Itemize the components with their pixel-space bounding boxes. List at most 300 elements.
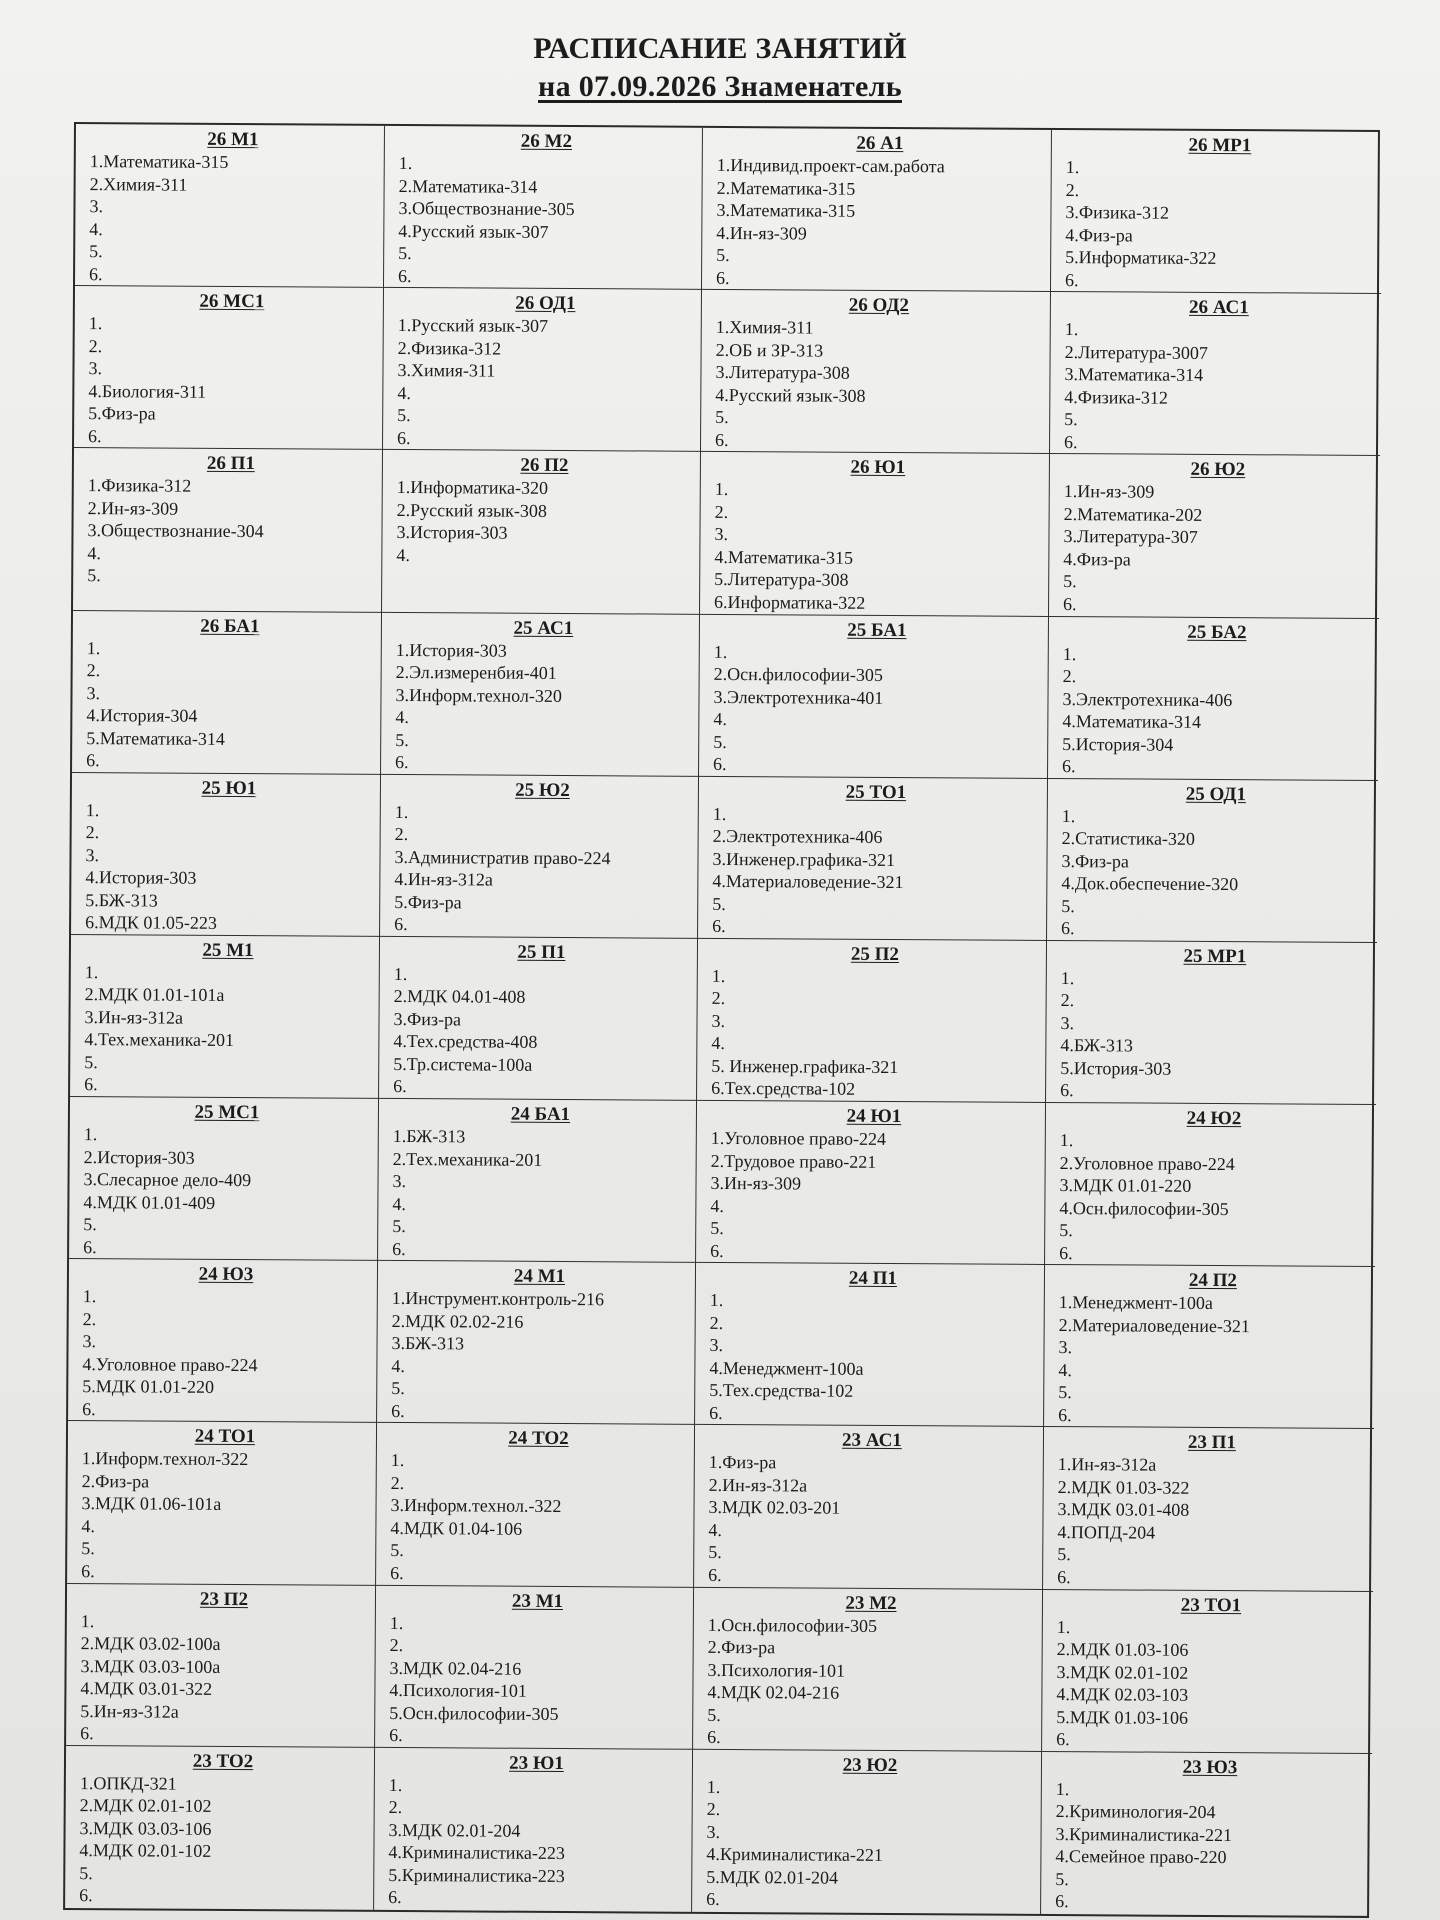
lesson-item: 5. <box>1059 1220 1073 1241</box>
lesson-item: 3.Физ-ра <box>1061 850 1130 872</box>
group-name: 23 Ю3 <box>1182 1756 1238 1778</box>
lesson-item: 2.Эл.измеренбия-401 <box>395 662 557 683</box>
lesson-item: 6. <box>713 753 727 775</box>
group-cell <box>1045 1103 1376 1267</box>
group-cell <box>1043 1427 1374 1591</box>
lesson-item: 4. <box>392 1193 406 1214</box>
lesson-item: 5.История-303 <box>1060 1057 1172 1079</box>
lesson-list <box>715 316 1042 453</box>
lesson-item: 5. <box>716 244 730 266</box>
lesson-item: 2.ОБ и ЗР-313 <box>715 339 824 361</box>
schedule-table <box>63 122 1380 1918</box>
group-name: 24 Ю2 <box>1186 1107 1242 1130</box>
lesson-item: 1.Ин-яз-312а <box>1057 1454 1157 1476</box>
lesson-item: 1. <box>388 1774 403 1795</box>
group-name: 25 ОД1 <box>1185 783 1247 805</box>
lesson-item: 2. <box>711 988 726 1009</box>
group-name: 23 Ю2 <box>842 1754 898 1776</box>
lesson-item: 5. <box>392 1216 406 1237</box>
lesson-list <box>1061 805 1370 942</box>
lesson-item: 4.Биология-311 <box>88 380 207 402</box>
lesson-item: 6. <box>1059 1242 1073 1263</box>
lesson-item: 3. <box>709 1335 724 1356</box>
group-name: 24 П1 <box>848 1268 898 1290</box>
lesson-item: 1. <box>398 152 413 174</box>
lesson-item: 5. <box>398 242 412 264</box>
lesson-list <box>389 1612 685 1749</box>
lesson-item: 5. Инженер.графика-321 <box>711 1055 899 1077</box>
lesson-list <box>1063 480 1372 617</box>
lesson-item: 3.Физика-312 <box>1065 202 1170 223</box>
lesson-item: 6. <box>395 752 409 773</box>
lesson-list <box>1056 1616 1365 1753</box>
lesson-list <box>397 314 693 451</box>
group-cell <box>701 290 1051 454</box>
group-cell <box>1046 941 1377 1105</box>
lesson-list <box>79 1772 366 1909</box>
group-cell <box>1047 779 1378 943</box>
lesson-list <box>1058 1291 1367 1428</box>
lesson-item: 1.ОПКД-321 <box>79 1772 177 1794</box>
lesson-item: 6. <box>84 1074 98 1095</box>
lesson-item: 3.Административ право-224 <box>394 846 611 869</box>
lesson-item: 1. <box>390 1450 405 1471</box>
lesson-item: 2.МДК 01.03-322 <box>1057 1476 1190 1498</box>
lesson-item: 5. <box>397 405 411 426</box>
lesson-item: 6. <box>397 427 411 448</box>
lesson-item: 3.Психология-101 <box>707 1659 846 1681</box>
lesson-list <box>89 150 376 287</box>
lesson-item: 2. <box>1065 179 1080 200</box>
lesson-item: 1.Математика-315 <box>89 151 229 172</box>
lesson-item: 3.МДК 02.03-201 <box>708 1497 841 1519</box>
lesson-item: 2. <box>394 824 409 845</box>
lesson-item: 6. <box>716 267 730 288</box>
lesson-item: 2.Физ-ра <box>81 1471 150 1492</box>
lesson-item: 3.Информ.технол.-322 <box>390 1495 562 1517</box>
lesson-list <box>388 1774 684 1911</box>
lesson-list <box>1064 318 1373 455</box>
lesson-item: 4. <box>89 218 103 239</box>
lesson-item: 1.Менеджмент-100а <box>1058 1292 1213 1314</box>
lesson-item: 5. <box>83 1214 97 1235</box>
lesson-item: 3.Ин-яз-312а <box>84 1006 184 1028</box>
lesson-item: 4.МДК 01.01-409 <box>83 1191 216 1213</box>
lesson-item: 1. <box>394 801 409 822</box>
lesson-item: 4.МДК 01.04-106 <box>390 1517 523 1539</box>
lesson-item: 4.Семейное право-220 <box>1055 1846 1227 1868</box>
lesson-item: 4.Русский язык-307 <box>398 220 549 242</box>
lesson-item: 5. <box>1064 409 1078 430</box>
lesson-item: 2. <box>388 1797 403 1818</box>
group-cell <box>1051 130 1382 294</box>
lesson-list <box>1055 1778 1364 1915</box>
lesson-item: 2. <box>706 1799 721 1820</box>
lesson-item: 2.МДК 02.01-102 <box>79 1795 212 1817</box>
lesson-item: 3.БЖ-313 <box>391 1333 465 1354</box>
lesson-item: 6. <box>1058 1404 1072 1425</box>
lesson-item: 4.Криминалистика-221 <box>706 1844 884 1866</box>
group-name: 26 ОД1 <box>515 292 576 315</box>
lesson-item: 1. <box>389 1612 404 1633</box>
lesson-item: 5.Физ-ра <box>88 403 156 424</box>
lesson-item: 1. <box>1061 805 1076 826</box>
lesson-item: 2. <box>88 335 103 356</box>
lesson-item: 6. <box>393 1076 407 1097</box>
lesson-item: 4.Криминалистика-223 <box>388 1842 566 1864</box>
lesson-list <box>390 1449 686 1586</box>
lesson-item: 6. <box>86 750 100 771</box>
lesson-item: 2.Математика-315 <box>716 177 856 199</box>
lesson-list <box>1059 1129 1368 1266</box>
group-name: 25 П2 <box>850 943 900 965</box>
group-name: 25 МС1 <box>194 1101 260 1124</box>
lesson-item: 5. <box>395 729 409 750</box>
lesson-item: 3.Математика-315 <box>716 199 856 221</box>
group-name: 23 ТО2 <box>192 1750 254 1772</box>
group-cell <box>69 1097 379 1261</box>
group-cell <box>65 1746 375 1910</box>
lesson-item: 1.Ин-яз-309 <box>1063 481 1155 502</box>
lesson-item: 6. <box>394 914 408 935</box>
lesson-item: 5. <box>391 1378 405 1399</box>
lesson-item: 5. <box>1055 1868 1069 1889</box>
lesson-item: 3. <box>82 1331 97 1352</box>
group-name: 23 М2 <box>845 1592 897 1614</box>
lesson-item: 6. <box>1056 1729 1070 1750</box>
lesson-item: 3. <box>89 196 104 217</box>
lesson-item: 4.МДК 02.04-216 <box>707 1682 840 1703</box>
lesson-item: 1. <box>83 1124 98 1145</box>
lesson-list <box>714 478 1041 615</box>
lesson-item: 3.Химия-311 <box>397 360 496 381</box>
group-name: 24 Ю3 <box>198 1264 254 1286</box>
group-name: 25 МР1 <box>1183 945 1247 968</box>
lesson-list <box>391 1287 687 1424</box>
lesson-item: 1. <box>393 963 408 984</box>
lesson-item: 6. <box>1064 431 1078 452</box>
lesson-item: 2. <box>86 660 101 681</box>
lesson-item: 2.Русский язык-308 <box>396 499 547 521</box>
lesson-item: 3.Криминалистика-221 <box>1055 1823 1233 1845</box>
lesson-item: 2.МДК 01.03-106 <box>1056 1639 1189 1660</box>
group-name: 25 АС1 <box>513 617 574 639</box>
lesson-item: 1. <box>709 1290 724 1311</box>
lesson-item: 3.Инженер.графика-321 <box>712 848 896 870</box>
lesson-item: 3.Литература-308 <box>715 362 850 383</box>
lesson-item: 6. <box>398 265 412 286</box>
lesson-item: 5. <box>713 731 727 752</box>
lesson-list <box>1065 156 1374 293</box>
lesson-item: 3. <box>714 524 729 545</box>
lesson-item: 3. <box>85 844 100 865</box>
lesson-item: 6. <box>89 263 103 284</box>
lesson-item: 5. <box>708 1542 722 1563</box>
lesson-item: 5. <box>712 893 726 914</box>
lesson-list <box>393 963 689 1100</box>
group-name: 23 ТО1 <box>1180 1594 1242 1616</box>
lesson-item: 2.История-303 <box>83 1146 195 1168</box>
lesson-item: 5.Математика-314 <box>86 727 225 749</box>
lesson-list <box>396 476 692 568</box>
group-name: 26 М1 <box>207 128 259 151</box>
lesson-item: 6. <box>1062 756 1076 777</box>
lesson-item: 1. <box>1059 1130 1074 1151</box>
lesson-item: 2.Химия-311 <box>89 173 188 195</box>
lesson-item: 4.Ин-яз-312а <box>394 869 493 890</box>
lesson-item: 6.Тех.средства-102 <box>711 1078 856 1100</box>
lesson-item: 4. <box>397 382 411 403</box>
group-name: 24 ТО1 <box>194 1426 256 1448</box>
lesson-item: 4. <box>396 544 410 565</box>
lesson-item: 4. <box>81 1516 95 1537</box>
lesson-item: 5.БЖ-313 <box>85 889 158 911</box>
group-cell <box>71 773 381 937</box>
lesson-item: 1. <box>1056 1616 1071 1637</box>
lesson-item: 2.МДК 03.02-100а <box>80 1633 221 1655</box>
lesson-list <box>82 1285 369 1422</box>
lesson-item: 6. <box>1057 1566 1071 1588</box>
lesson-item: 6. <box>1055 1891 1069 1912</box>
lesson-item: 3.МДК 03.03-106 <box>79 1817 212 1839</box>
group-name: 23 П1 <box>1187 1432 1237 1454</box>
group-name: 25 М1 <box>202 939 254 962</box>
lesson-item: 2. <box>714 501 729 522</box>
group-name: 24 П2 <box>1188 1270 1238 1292</box>
lesson-item: 4.БЖ-313 <box>1060 1035 1133 1056</box>
lesson-item: 1. <box>714 479 729 500</box>
lesson-item: 2.Математика-314 <box>398 175 538 197</box>
lesson-item: 2. <box>1062 666 1077 687</box>
lesson-item: 3. <box>88 358 103 379</box>
lesson-item: 5. <box>1057 1544 1071 1565</box>
group-cell <box>72 611 382 775</box>
lesson-list <box>86 637 373 774</box>
lesson-item: 5. <box>84 1051 98 1073</box>
lesson-list <box>710 1127 1037 1264</box>
lesson-item: 1. <box>1055 1778 1070 1799</box>
lesson-item: 4.Физ-ра <box>1065 224 1133 245</box>
group-cell <box>380 775 699 939</box>
group-name: 25 БА1 <box>847 619 907 641</box>
lesson-list <box>81 1448 368 1585</box>
group-cell <box>67 1421 377 1585</box>
lesson-list <box>84 961 371 1098</box>
lesson-item: 3. <box>1058 1337 1073 1358</box>
lesson-item: 4. <box>713 708 727 730</box>
lesson-item: 4. <box>1058 1359 1072 1380</box>
group-cell <box>375 1585 694 1749</box>
lesson-item: 1.Уголовное право-224 <box>710 1127 887 1150</box>
group-name: 26 БА1 <box>200 615 260 637</box>
lesson-item: 2.Статистика-320 <box>1061 828 1196 850</box>
lesson-item: 4. <box>391 1355 405 1376</box>
group-cell <box>74 286 384 450</box>
group-cell <box>702 128 1052 292</box>
group-name: 24 М1 <box>513 1265 566 1288</box>
lesson-item: 4.Тех.средства-408 <box>393 1031 538 1053</box>
lesson-item: 6. <box>83 1236 97 1257</box>
lesson-list <box>716 154 1043 291</box>
lesson-item: 2.Материаловедение-321 <box>1058 1314 1250 1336</box>
lesson-item: 6. <box>710 1240 724 1261</box>
lesson-item: 3.МДК 02.01-102 <box>1056 1661 1189 1683</box>
group-name: 26 М2 <box>520 130 573 153</box>
lesson-item: 4.Док.обеспечение-320 <box>1061 873 1239 895</box>
group-name: 25 П1 <box>517 941 566 963</box>
group-cell <box>696 1101 1046 1265</box>
group-name: 26 П2 <box>520 455 569 477</box>
lesson-item: 1.История-303 <box>395 639 507 661</box>
lesson-item: 2.Криминология-204 <box>1055 1801 1216 1823</box>
lesson-list <box>706 1776 1033 1913</box>
page-subtitle: на 07.09.2026 Знаменатель <box>538 70 902 103</box>
lesson-item: 6.Информатика-322 <box>714 591 866 613</box>
lesson-item: 3.МДК 02.01-204 <box>388 1819 521 1841</box>
lesson-item: 3. <box>392 1171 407 1192</box>
lesson-list <box>88 312 375 449</box>
lesson-item: 1.Русский язык-307 <box>397 315 549 337</box>
lesson-list <box>709 1289 1036 1426</box>
group-name: 23 М1 <box>511 1590 564 1612</box>
lesson-item: 5. <box>1061 895 1075 916</box>
group-name: 23 П2 <box>199 1588 249 1610</box>
lesson-item: 1. <box>84 961 99 983</box>
lesson-item: 6. <box>707 1727 721 1748</box>
lesson-item: 4.МДК 03.01-322 <box>80 1678 213 1699</box>
lesson-item: 5.История-304 <box>1062 733 1174 755</box>
lesson-item: 4.История-303 <box>85 867 197 888</box>
group-cell <box>1048 616 1379 780</box>
lesson-item: 5. <box>715 407 729 428</box>
group-cell <box>68 1259 378 1423</box>
lesson-item: 2.Физ-ра <box>707 1637 776 1658</box>
lesson-item: 4.МДК 02.01-102 <box>79 1840 212 1862</box>
group-cell <box>699 614 1049 778</box>
lesson-item: 6. <box>390 1562 404 1583</box>
group-name: 23 Ю1 <box>509 1752 564 1774</box>
lesson-item: 3.МДК 01.01-220 <box>1059 1175 1192 1196</box>
lesson-item: 5.МДК 01.03-106 <box>1056 1706 1189 1728</box>
group-cell <box>379 937 698 1101</box>
group-cell <box>66 1584 376 1748</box>
lesson-item: 2. <box>82 1308 97 1329</box>
lesson-item: 2. <box>85 822 100 843</box>
lesson-item: 1. <box>712 803 727 824</box>
lesson-item: 2.Осн.философии-305 <box>713 663 883 685</box>
lesson-item: 1. <box>1060 967 1075 989</box>
lesson-item: 1.БЖ-313 <box>392 1126 466 1147</box>
group-name: 24 Ю1 <box>846 1105 902 1128</box>
lesson-item: 1. <box>82 1286 97 1307</box>
lesson-item: 3.Математика-314 <box>1064 364 1204 386</box>
lesson-item: 6. <box>388 1887 402 1908</box>
lesson-item: 5.Осн.философии-305 <box>389 1702 559 1724</box>
lesson-item: 6. <box>81 1561 95 1582</box>
group-cell <box>381 612 700 776</box>
lesson-list <box>713 640 1040 777</box>
lesson-item: 6. <box>80 1723 94 1744</box>
group-cell <box>75 124 385 288</box>
group-cell <box>694 1425 1044 1589</box>
lesson-item: 4. <box>710 1195 724 1216</box>
lesson-item: 5.Информатика-322 <box>1065 247 1217 268</box>
lesson-item: 1.Инструмент.контроль-216 <box>391 1288 605 1310</box>
lesson-item: 5. <box>390 1540 404 1561</box>
lesson-item: 6. <box>88 425 102 446</box>
lesson-item: 2. <box>709 1312 724 1333</box>
group-name: 23 АС1 <box>842 1430 902 1452</box>
lesson-item: 1. <box>85 799 100 820</box>
lesson-item: 5.Тр.система-100а <box>393 1053 533 1075</box>
group-cell <box>1049 454 1380 618</box>
lesson-item: 4.Уголовное право-224 <box>82 1353 258 1375</box>
lesson-item: 6. <box>391 1400 405 1421</box>
lesson-item: 2.Математика-202 <box>1063 503 1203 525</box>
group-cell <box>378 1099 697 1263</box>
lesson-list <box>395 639 691 776</box>
lesson-item: 2. <box>390 1472 405 1493</box>
lesson-item: 1.Физ-ра <box>708 1452 777 1473</box>
lesson-item: 3.МДК 02.04-216 <box>389 1657 522 1679</box>
lesson-item: 6. <box>709 1402 723 1423</box>
group-cell <box>700 452 1050 616</box>
lesson-item: 3.МДК 03.03-100а <box>80 1655 221 1677</box>
lesson-item: 3.Обществознание-305 <box>398 197 575 220</box>
group-name: 26 Ю1 <box>850 457 906 479</box>
lesson-item: 5. <box>1058 1382 1072 1403</box>
group-cell <box>693 1587 1043 1751</box>
lesson-item: 6. <box>715 429 729 450</box>
lesson-item: 4. <box>711 1033 725 1054</box>
lesson-item: 4.Физика-312 <box>1064 386 1168 408</box>
lesson-item: 1.Индивид.проект-сам.работа <box>716 154 945 177</box>
lesson-item: 2.Физика-312 <box>397 337 502 359</box>
lesson-item: 4.Психология-101 <box>389 1680 527 1701</box>
lesson-list <box>85 799 372 936</box>
group-cell <box>698 777 1048 941</box>
lesson-item: 5. <box>1063 571 1077 592</box>
lesson-item: 5.Тех.средства-102 <box>709 1380 854 1402</box>
group-name: 26 П1 <box>206 453 255 475</box>
lesson-item: 1.Информатика-320 <box>396 477 549 499</box>
lesson-item: 1. <box>706 1776 721 1797</box>
lesson-item: 2.Тех.механика-201 <box>392 1148 543 1170</box>
lesson-item: 2.Электротехника-406 <box>712 826 883 848</box>
lesson-item: 3. <box>1060 1012 1075 1034</box>
lesson-list <box>83 1123 370 1260</box>
lesson-item: 6. <box>392 1238 406 1259</box>
lesson-list <box>1062 643 1371 780</box>
lesson-item: 4.МДК 02.03-103 <box>1056 1684 1189 1705</box>
lesson-item: 5. <box>81 1538 95 1559</box>
group-name: 26 Ю2 <box>1190 459 1246 481</box>
lesson-item: 4.Русский язык-308 <box>715 384 866 406</box>
lesson-item: 1.Физика-312 <box>87 475 192 497</box>
lesson-item: 2.МДК 01.01-101а <box>84 984 225 1006</box>
group-name: 25 Ю1 <box>201 777 257 799</box>
lesson-item: 1. <box>713 641 728 662</box>
lesson-item: 2.МДК 02.02-216 <box>391 1310 524 1332</box>
lesson-item: 6.МДК 01.05-223 <box>85 912 217 934</box>
lesson-item: 3.Ин-яз-309 <box>710 1172 802 1194</box>
group-name: 26 ОД2 <box>848 294 910 317</box>
lesson-list <box>80 1610 367 1747</box>
group-cell <box>376 1423 695 1587</box>
lesson-item: 6. <box>79 1885 93 1906</box>
lesson-list <box>392 1125 688 1262</box>
group-cell <box>73 448 383 612</box>
